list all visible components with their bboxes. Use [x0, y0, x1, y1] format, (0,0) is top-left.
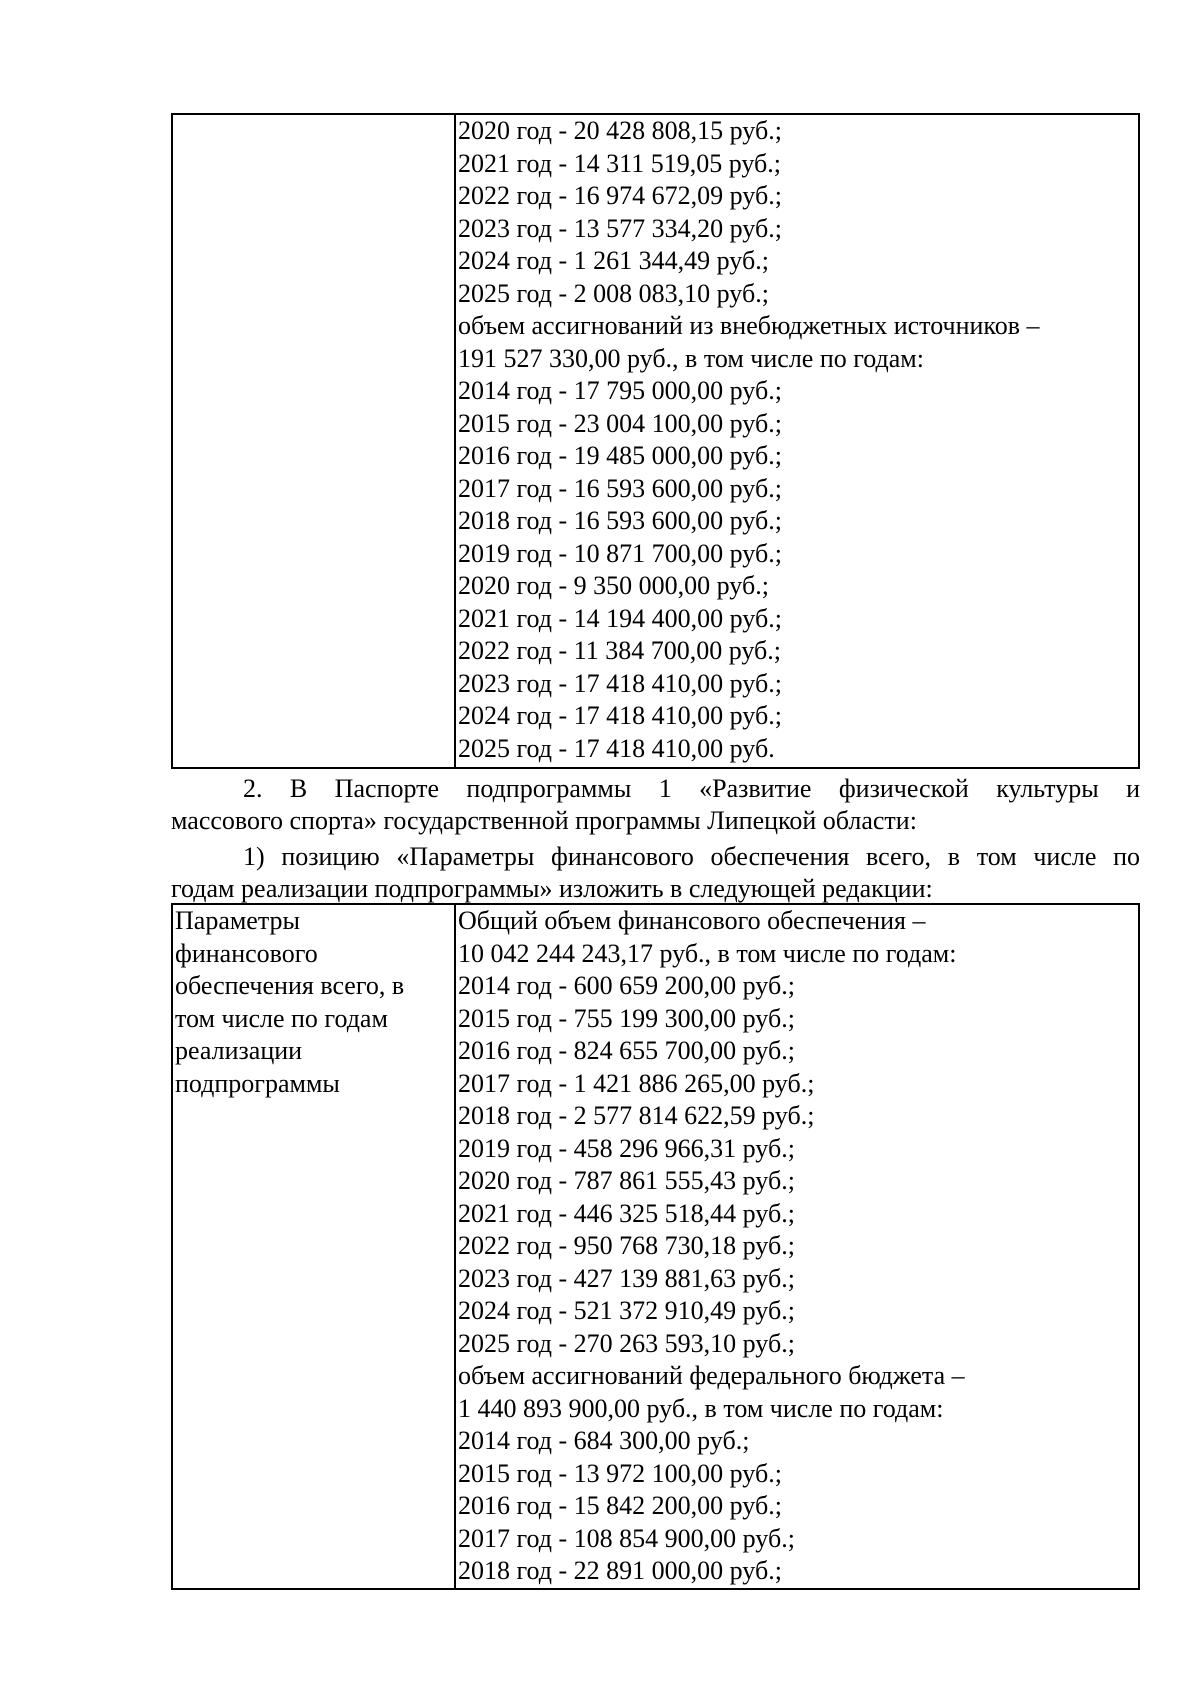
table2-line: 2014 год - 600 659 200,00 руб.; — [458, 971, 795, 1000]
table1-line: 2022 год - 11 384 700,00 руб.; — [458, 636, 781, 665]
table2-line: 1 440 893 900,00 руб., в том числе по годам: — [458, 1393, 944, 1423]
financing-table-continuation — [171, 113, 1140, 769]
table1-label-cell — [173, 115, 456, 767]
table2-label-line: финансового — [175, 938, 318, 968]
table1-line: 2021 год - 14 311 519,05 руб.; — [458, 148, 781, 178]
table2-label-cell — [173, 905, 456, 1588]
table2-line: объем ассигнований федерального бюджета – — [458, 1361, 965, 1390]
table2-line: 2016 год - 15 842 200,00 руб.; — [458, 1491, 782, 1520]
table2-line: 2019 год - 458 296 966,31 руб.; — [458, 1133, 795, 1163]
paragraph-line: годам реализации подпрограммы» изложить в следующей редакции: — [171, 874, 933, 903]
table2-line: 2022 год - 950 768 730,18 руб.; — [458, 1231, 795, 1260]
table1-line: 2016 год - 19 485 000,00 руб.; — [458, 441, 782, 470]
table1-line: 2022 год - 16 974 672,09 руб.; — [458, 181, 782, 210]
table2-line: Общий объем финансового обеспечения – — [458, 906, 926, 935]
table2-line: 2018 год - 22 891 000,00 руб.; — [458, 1556, 782, 1585]
table2-line: 2018 год - 2 577 814 622,59 руб.; — [458, 1101, 815, 1130]
table1-line: 2025 год - 17 418 410,00 руб. — [458, 733, 775, 763]
paragraph-item-2 — [171, 773, 1140, 837]
table1-line: 2025 год - 2 008 083,10 руб.; — [458, 278, 769, 308]
table2-line: 2015 год - 755 199 300,00 руб.; — [458, 1003, 795, 1033]
table1-line: 2023 год - 13 577 334,20 руб.; — [458, 213, 782, 243]
financing-parameters-table — [171, 903, 1140, 1590]
table1-line: 2018 год - 16 593 600,00 руб.; — [458, 506, 782, 535]
table2-line: 2016 год - 824 655 700,00 руб.; — [458, 1036, 795, 1065]
table2-line: 2025 год - 270 263 593,10 руб.; — [458, 1328, 795, 1358]
table2-line: 2014 год - 684 300,00 руб.; — [458, 1426, 750, 1455]
table1-line: 2024 год - 17 418 410,00 руб.; — [458, 701, 782, 730]
table1-line: объем ассигнований из внебюджетных источников – — [458, 311, 1040, 340]
table1-line: 2020 год - 9 350 000,00 руб.; — [458, 571, 769, 600]
table1-line: 2021 год - 14 194 400,00 руб.; — [458, 603, 782, 633]
table1-line: 2015 год - 23 004 100,00 руб.; — [458, 408, 782, 438]
table2-line: 2017 год - 1 421 886 265,00 руб.; — [458, 1068, 815, 1098]
table2-line: 2020 год - 787 861 555,43 руб.; — [458, 1166, 795, 1195]
table1-line: 2014 год - 17 795 000,00 руб.; — [458, 376, 782, 405]
table2-line: 2021 год - 446 325 518,44 руб.; — [458, 1198, 795, 1228]
table2-label-line: подпрограммы — [175, 1068, 340, 1098]
table2-line: 10 042 244 243,17 руб., в том числе по годам: — [458, 938, 957, 968]
table2-value-cell — [456, 905, 1138, 1588]
table1-line: 2023 год - 17 418 410,00 руб.; — [458, 668, 782, 698]
table1-value-cell — [456, 115, 1138, 767]
table2-label-line: том числе по годам — [175, 1003, 388, 1033]
table2-line: 2024 год - 521 372 910,49 руб.; — [458, 1296, 795, 1325]
table2-line: 2015 год - 13 972 100,00 руб.; — [458, 1458, 782, 1488]
table1-line: 2019 год - 10 871 700,00 руб.; — [458, 538, 782, 568]
table2-label-line: Параметры — [175, 906, 300, 935]
table1-line: 2017 год - 16 593 600,00 руб.; — [458, 473, 782, 503]
paragraph-subitem-1 — [171, 841, 1140, 905]
table1-line: 2024 год - 1 261 344,49 руб.; — [458, 246, 769, 275]
table1-line: 2020 год - 20 428 808,15 руб.; — [458, 116, 782, 145]
table2-line: 2017 год - 108 854 900,00 руб.; — [458, 1523, 795, 1553]
paragraph-line: массового спорта» государственной программы Липецкой области: — [171, 806, 917, 835]
table2-line: 2023 год - 427 139 881,63 руб.; — [458, 1263, 795, 1293]
paragraph-line: 1) позицию «Параметры финансового обеспечения всего, в том числе по — [243, 842, 1140, 871]
table1-line: 191 527 330,00 руб., в том числе по годам: — [458, 343, 924, 373]
table2-label-line: реализации — [175, 1036, 303, 1065]
table2-label-line: обеспечения всего, в — [175, 971, 405, 1000]
paragraph-line: 2. В Паспорте подпрограммы 1 «Развитие физической культуры и — [243, 774, 1140, 803]
